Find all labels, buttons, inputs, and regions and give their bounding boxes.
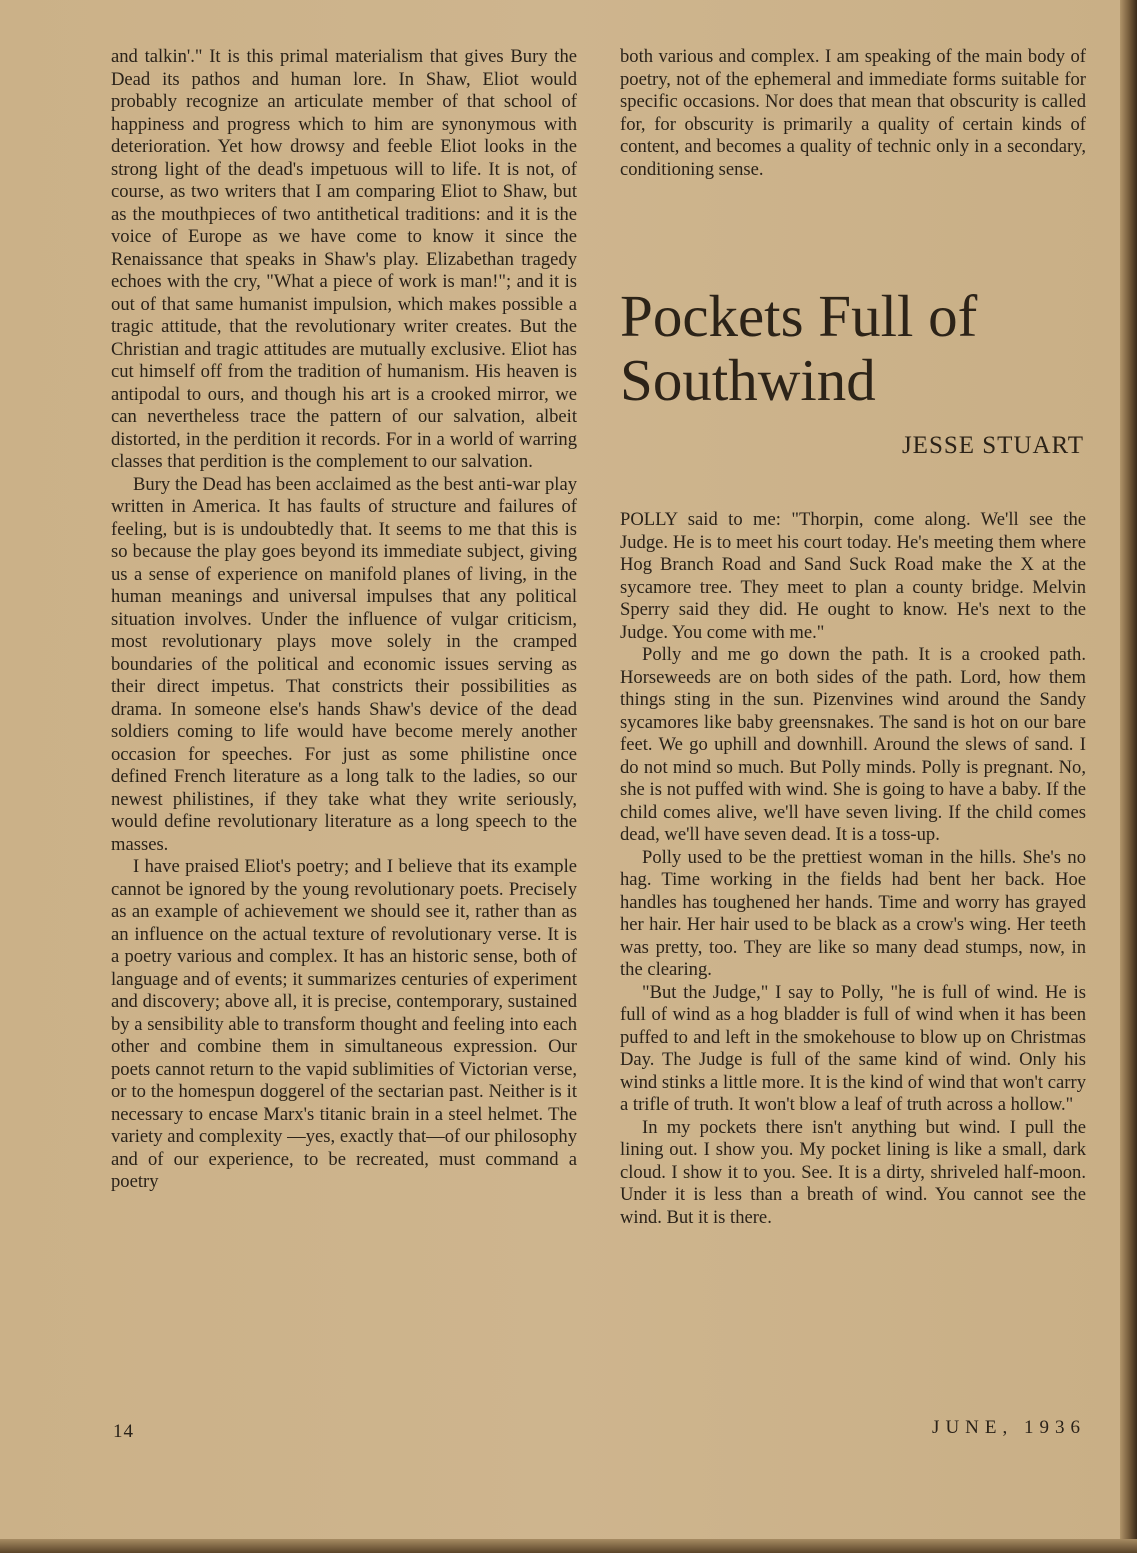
page-number: 14 — [113, 1421, 134, 1442]
article-paragraph-5: In my pockets there isn't anything but wind. I pull the lining out. I show you. My pocket lining is like a small, dark cloud. I show it to you. See. It is a dirty, shriveled half-moon. Under it is less than a breath of wind. You cannot see the wind. But it is there. — [620, 1116, 1086, 1228]
issue-date: JUNE, 1936 — [932, 1417, 1086, 1438]
article-author: JESSE STUART — [901, 432, 1084, 459]
article-paragraph-4: "But the Judge," I say to Polly, "he is full of wind. He is full of wind as a hog bladder is full of wind when it has been puffed to and left in the smokehouse to blow up on Christmas Day. The Judge is full of the same kind of wind. Only his wind stinks a little more. It is the kind of wind that won't carry a trifle of truth. It won't blow a leaf of truth across a hollow." — [620, 981, 1086, 1115]
left-column-text — [111, 46, 577, 1194]
left-paragraph-3: I have praised Eliot's poetry; and I believe that its example cannot be ignored by the young revolutionary poets. Precisely as an example of achievement we should see it, rather than as an influence on the actual texture of revolutionary verse. It is a poetry various and complex. It has an historic sense, both of language and of events; it summarizes centuries of experiment and discovery; above all, it is precise, contemporary, sustained by a sensibility able to transform thought and feeling into each other and combine them in simultaneous expression. Our poets cannot return to the vapid sublimities of Victorian verse, or to the homespun doggerel of the sectarian past. Neither is it necessary to encase Marx's titanic brain in a steel helmet. The variety and complexity —yes, exactly that—of our philosophy and of our experience, to be recreated, must command a poetry — [111, 856, 577, 1192]
article-title: Pockets Full of Southwind — [620, 283, 978, 413]
left-paragraph-1: and talkin'." It is this primal materialism that gives Bury the Dead its pathos and human lore. In Shaw, Eliot would probably recognize an articulate member of that school of happiness and progress which to him are synonymous with deterioration. Yet how drowsy and feeble Eliot looks in the strong light of the dead's impetuous will to life. It is not, of course, as two writers that I am comparing Eliot to Shaw, but as the mouthpieces of two antithetical traditions: and it is the voice of Europe as we have come to know it since the Renaissance that speaks in Shaw's play. Elizabethan tragedy echoes with the cry, "What a piece of work is man!"; and it is out of that same humanist impulsion, which makes possible a tragic attitude, that the revolutionary writer creates. But the Christian and tragic attitudes are mutually exclusive. Eliot has cut himself off from the tradition of humanism. His heaven is antipodal to ours, and though his art is a crooked mirror, we can nevertheless trace the pattern of our salvation, albeit distorted, in the perdition it records. For in a world of warring classes that perdition is the complement to our salvation. — [111, 46, 577, 472]
page-bottom-edge — [0, 1539, 1137, 1553]
article-paragraph-2: Polly and me go down the path. It is a crooked path. Horseweeds are on both sides of the path. Lord, how them things sting in the sun. Pizenvines wind around the Sandy sycamores like baby greensnakes. The sand is hot on our bare feet. We go uphill and downhill. Around the slews of sand. I do not mind so much. But Polly minds. Polly is pregnant. No, she is not puffed with wind. She is going to have a baby. If the child comes alive, we'll have seven living. If the child comes dead, we'll have seven dead. It is a toss-up. — [620, 644, 1086, 845]
right-top-paragraph: both various and complex. I am speaking of the main body of poetry, not of the ephemeral and immediate forms suitable for specific occasions. Nor does that mean that obscurity is called for, for obscurity is primarily a quality of certain kinds of content, and becomes a quality of technic only in a secondary, conditioning sense. — [620, 46, 1086, 180]
article-paragraph-3: Polly used to be the prettiest woman in the hills. She's no hag. Time working in the fields had bent her back. Hoe handles has toughened her hands. Time and worry has grayed her hair. Her hair used to be black as a crow's wing. Her teeth was pretty, too. They are like so many dead stumps, now, in the clearing. — [620, 846, 1086, 980]
right-column-continuation — [620, 46, 1086, 181]
article-body — [620, 509, 1086, 1229]
page-spine-edge — [1120, 0, 1137, 1553]
article-paragraph-1: POLLY said to me: "Thorpin, come along. We'll see the Judge. He is to meet his court today. He's meeting them where Hog Branch Road and Sand Suck Road make the X at the sycamore tree. They meet to plan a county bridge. Melvin Sperry said they did. He ought to know. He's next to the Judge. You come with me." — [620, 509, 1086, 643]
left-paragraph-2: Bury the Dead has been acclaimed as the best anti-war play written in America. It has faults of structure and failures of feeling, but is is undoubtedly that. It seems to me that this is so because the play goes beyond its immediate subject, giving us a sense of experience on manifold planes of living, in the human meanings and universal impulses that any political situation involves. Under the influence of vulgar criticism, most revolutionary plays move solely in the cramped boundaries of the political and economic issues serving as their direct impetus. That constricts their possibilities as drama. In someone else's hands Shaw's device of the dead soldiers coming to life would have become merely another occasion for speeches. For just as some philistine once defined French literature as a long talk to the ladies, so our newest philistines, if they take what they write seriously, would define revolutionary literature as a long speech to the masses. — [111, 473, 577, 855]
